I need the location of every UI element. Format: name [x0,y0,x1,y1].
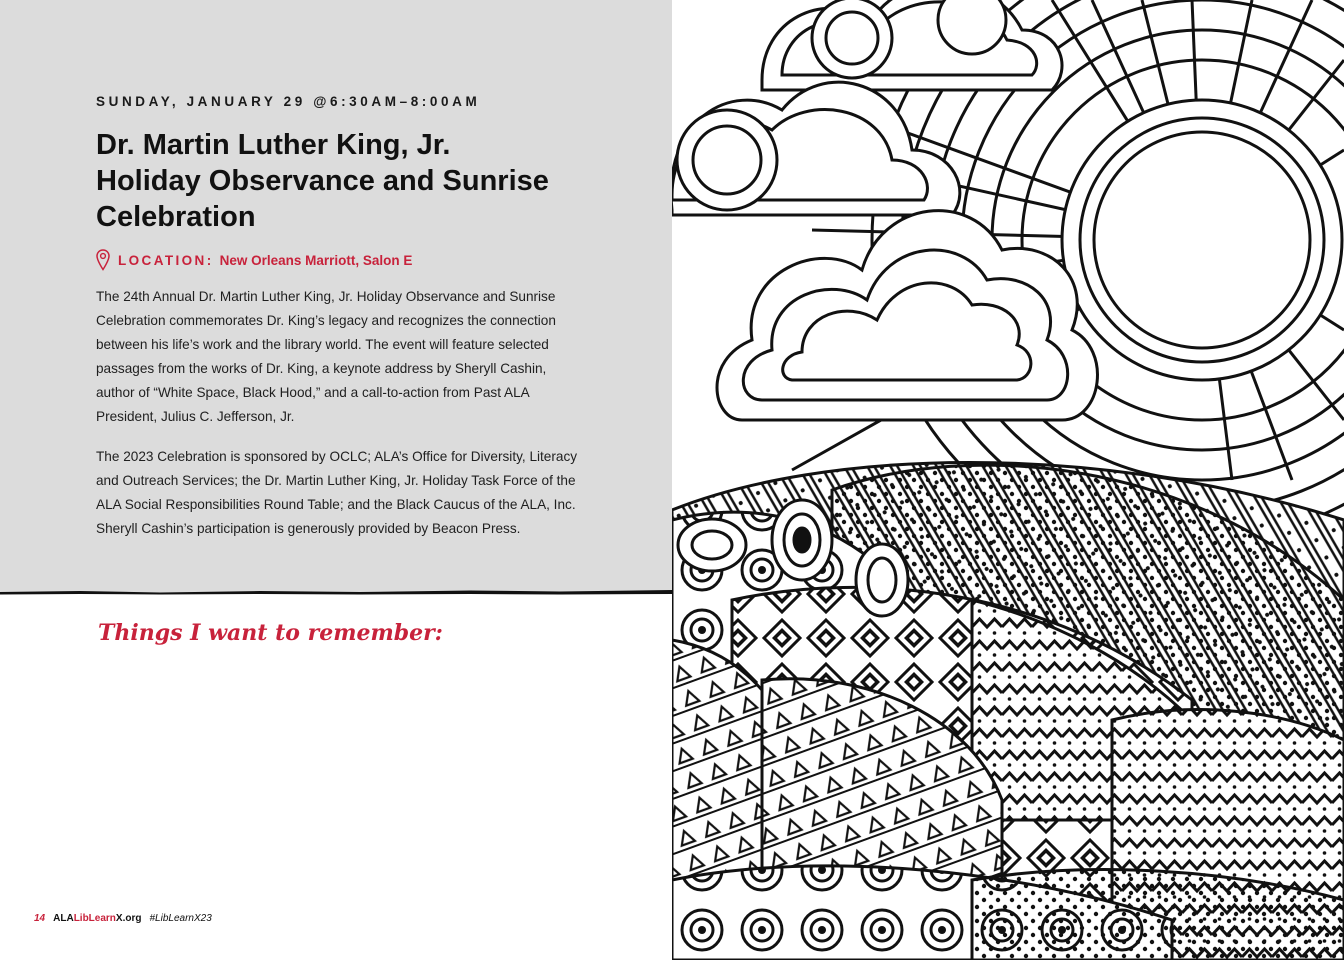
event-title-line-1: Dr. Martin Luther King, Jr. [96,129,451,161]
coloring-page [672,0,1344,960]
map-pin-icon [96,249,110,271]
page-footer [34,913,212,924]
event-description-2: The 2023 Celebration is sponsored by OCLC; ALA’s Office for Diversity, Literacy and Outreach Services; the Dr. Martin Luther King, Jr. Holiday Task Force of the ALA Social Responsibilities Round Table; and the Black Caucus of the ALA, Inc. Sheryll Cashin’s participation is generously provided by Beacon Press. [96,449,578,536]
hashtag: #LibLearnX23 [149,913,212,924]
page-number: 14 [34,913,46,924]
event-title [96,127,586,235]
event-title-line-2: Holiday Observance and Sunrise [96,165,549,197]
site-prefix: ALA [53,913,74,924]
coloring-illustration [672,0,1344,960]
panel-torn-edge [0,586,672,596]
site-highlight: LibLearn [73,913,116,924]
event-content [96,94,586,557]
location-label: LOCATION: [118,252,214,268]
site-link[interactable] [53,913,141,924]
event-location [96,249,586,271]
event-description-1: The 24th Annual Dr. Martin Luther King, Jr. Holiday Observance and Sunrise Celebration commemorates Dr. King’s legacy and recognizes the connection between his life’s work and the library world. The event will feature selected passages from the works of Dr. King, a keynote address by Sheryll Cashin, author of “White Space, Black Hood,” and a call-to-action from Past ALA President, Julius C. Jefferson, Jr. [96,289,556,424]
notes-heading: Things I want to remember: [98,620,443,646]
event-date: SUNDAY, JANUARY 29 @6:30AM–8:00AM [96,94,481,109]
location-value: New Orleans Marriott, Salon E [219,252,413,268]
site-suffix: X.org [115,913,142,924]
event-title-line-3: Celebration [96,201,256,233]
